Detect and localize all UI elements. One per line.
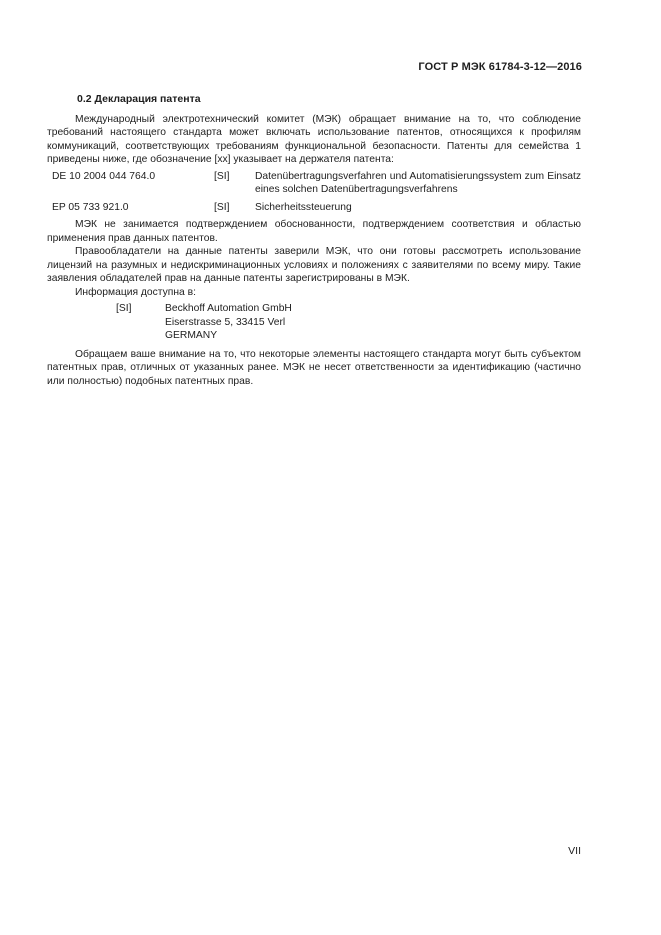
paragraph-attention: Обращаем ваше внимание на то, что некоторые элементы настоящего стандарта могут быть субъектом патентных прав, отличных от указанных ранее. МЭК не несет ответственности за идентификацию (частично или полностью) подобных патентных прав. [47, 348, 581, 387]
page-content [47, 93, 581, 388]
paragraph-info: Информация доступна в: [75, 286, 196, 298]
holder-address-line: Beckhoff Automation GmbH [165, 303, 292, 314]
patent-list [47, 170, 581, 215]
document-code: ГОСТ Р МЭК 61784-3-12—2016 [418, 61, 582, 73]
paragraph-no-position: МЭК не занимается подтверждением обоснованности, подтверждением соответствия и областью применения прав данных патентов. [47, 219, 581, 244]
holder-tag: [SI] [116, 303, 132, 314]
paragraph-intro: Международный электротехнический комитет (МЭК) обращает внимание на то, что соблюдение требований настоящего стандарта может включать использование патентов, относящихся к профилям коммуникаций, соответствующих требованиям функциональной безопасности. Патенты для семейства 1 приведены ниже, где обозначение [xx] указывает на держателя патента: [47, 113, 581, 165]
page-number: VII [568, 845, 581, 857]
patent-holder-tag: [SI] [214, 201, 230, 213]
section-title: 0.2 Декларация патента [77, 93, 201, 105]
patent-number: DE 10 2004 044 764.0 [52, 170, 156, 182]
patent-row [47, 170, 581, 197]
patent-number: EP 05 733 921.0 [52, 201, 129, 213]
patent-description: Datenübertragungsverfahren und Automatisierungssystem zum Einsatz eines solchen Datenübertragungsverfahrens [255, 170, 581, 195]
holder-address [165, 302, 292, 343]
paragraph-holders: Правообладатели на данные патенты заверили МЭК, что они готовы рассмотреть использование лицензий на разумных и недискриминационных условиях и положениях с заявителями по всему миру. Такие заявления обладателей прав на данные патенты зарегистрированы в МЭК. [47, 246, 581, 284]
patent-holder-tag: [SI] [214, 170, 230, 182]
holder-contact [47, 302, 581, 343]
patent-row [47, 201, 581, 215]
holder-address-line: GERMANY [165, 330, 218, 341]
holder-address-line: Eiserstrasse 5, 33415 Verl [165, 316, 286, 328]
patent-description: Sicherheitssteuerung [255, 201, 352, 213]
